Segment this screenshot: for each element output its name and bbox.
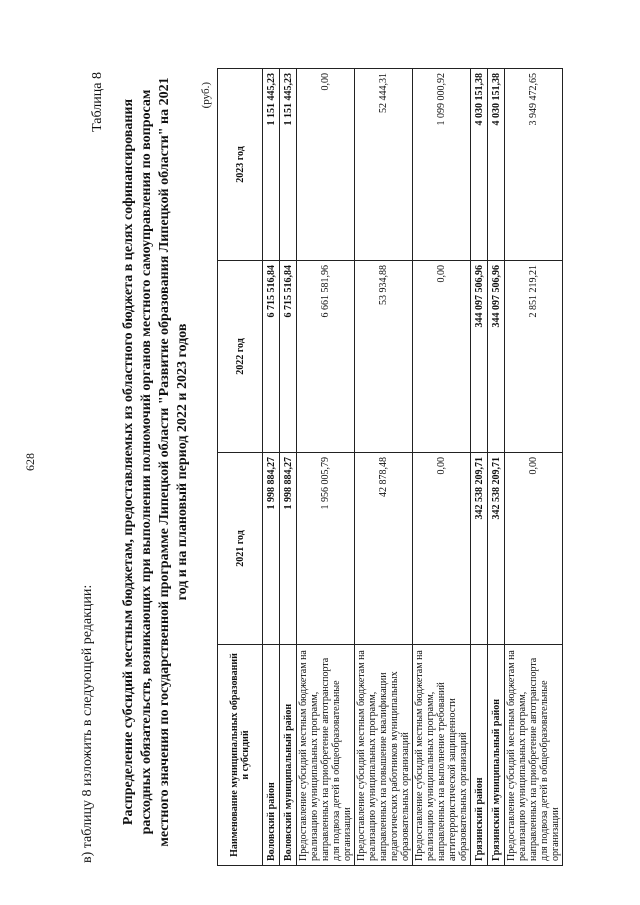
table-row [355, 69, 413, 866]
row-2021: 342 538 209,71 [488, 453, 505, 645]
header-2023: 2023 год [218, 69, 263, 261]
row-2023: 52 444,31 [355, 69, 413, 261]
table-row [505, 69, 563, 866]
row-2022: 6 715 516,84 [263, 261, 280, 453]
row-2023: 3 949 472,65 [505, 69, 563, 261]
row-2022: 0,00 [413, 261, 471, 453]
row-name: Грязинский район [471, 645, 488, 866]
row-2021: 1 998 884,27 [280, 453, 297, 645]
row-2023: 4 030 151,38 [488, 69, 505, 261]
row-name: Предоставление субсидий местным бюджетам на реализацию муниципальных программ, направленных на приобретение автотранспорта для подвоза детей в общеобразовательные организации [297, 645, 355, 866]
row-name: Воловский муниципальный район [280, 645, 297, 866]
subsidy-table [217, 68, 563, 866]
row-2021: 0,00 [413, 453, 471, 645]
row-name: Грязинский муниципальный район [488, 645, 505, 866]
table-row [263, 69, 280, 866]
table-title: Распределение субсидий местным бюджетам, предоставляемых из областного бюджета в целях софинансирования расходных обязательств, возникающих при выполнении полномочий органов местного самоуправления по вопросам местного значения по государственной программе Липецкой области "Развитие образования Липецкой области" на 2021 год и на плановый период 2022 и 2023 годов [121, 77, 190, 847]
header-2022: 2022 год [218, 261, 263, 453]
intro-text: в) таблицу 8 изложить в следующей редакции: [80, 584, 95, 863]
row-2021: 342 538 209,71 [471, 453, 488, 645]
table-row [413, 69, 471, 866]
row-2022: 53 934,88 [355, 261, 413, 453]
unit-label: (руб.) [200, 82, 212, 109]
header-2021: 2021 год [218, 453, 263, 645]
row-name: Предоставление субсидий местным бюджетам на реализацию муниципальных программ, направленных на выполнение требований антитеррористической защищенности образовательных организаций [413, 645, 471, 866]
row-name: Предоставление субсидий местным бюджетам на реализацию муниципальных программ, направленных на приобретение автотранспорта для подвоза детей в общеобразовательные организации [505, 645, 563, 866]
table-row [280, 69, 297, 866]
row-2022: 6 661 581,96 [297, 261, 355, 453]
row-name: Предоставление субсидий местным бюджетам на реализацию муниципальных программ, направленных на повышение квалификации педагогических работников муниципальных образовательных организаций [355, 645, 413, 866]
row-2021: 1 956 005,79 [297, 453, 355, 645]
row-2022: 344 097 506,96 [471, 261, 488, 453]
page-number: 628 [23, 453, 37, 471]
table-row [471, 69, 488, 866]
row-2023: 1 151 445,23 [280, 69, 297, 261]
row-2022: 2 851 219,21 [505, 261, 563, 453]
header-name: Наименование муниципальных образований и субсидий [218, 645, 263, 866]
row-2023: 1 151 445,23 [263, 69, 280, 261]
table-label: Таблица 8 [90, 72, 105, 132]
table-row [297, 69, 355, 866]
row-2023: 0,00 [297, 69, 355, 261]
row-2021: 1 998 884,27 [263, 453, 280, 645]
row-2023: 4 030 151,38 [471, 69, 488, 261]
table-row [488, 69, 505, 866]
row-2022: 344 097 506,96 [488, 261, 505, 453]
row-2021: 0,00 [505, 453, 563, 645]
row-2023: 1 099 000,92 [413, 69, 471, 261]
row-2022: 6 715 516,84 [280, 261, 297, 453]
row-2021: 42 878,48 [355, 453, 413, 645]
row-name: Воловский район [263, 645, 280, 866]
table-header-row [218, 69, 263, 866]
